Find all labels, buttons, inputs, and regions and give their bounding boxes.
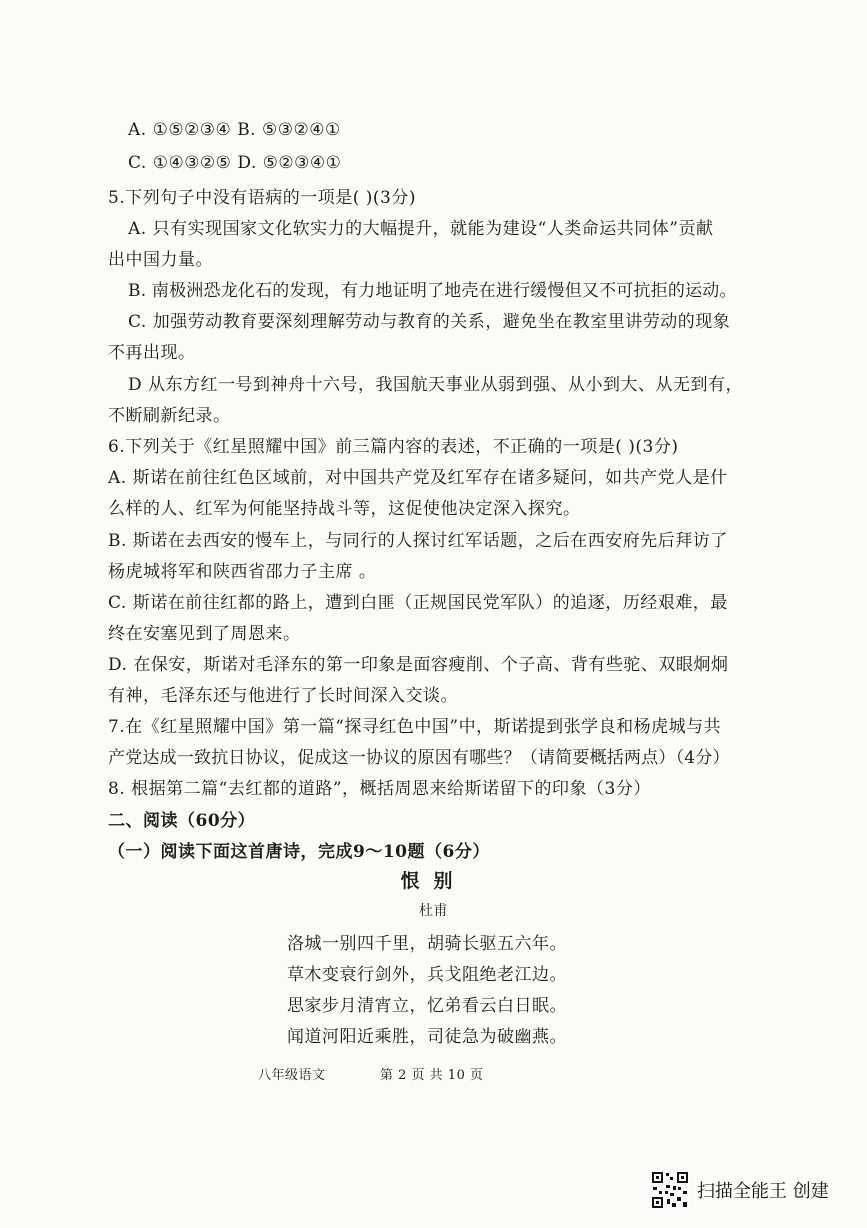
footer-subject: 八年级语文 xyxy=(258,1068,326,1083)
q6-option-c-line1: C. 斯诺在前往红都的路上，遭到白匪（正规国民党军队）的追逐，历经艰难，最 xyxy=(108,593,728,613)
scanner-watermark xyxy=(651,1171,829,1209)
q7-line1: 7.在《红星照耀中国》第一篇“探寻红色中国”中，斯诺提到张学良和杨虎城与共 xyxy=(108,717,722,737)
poem-line: 洛城一别四千里，胡骑长驱五六年。 xyxy=(287,934,567,954)
q6-option-a-line1: A. 斯诺在前往红色区域前，对中国共产党及红军存在诸多疑问，如共产党人是什 xyxy=(108,468,728,488)
q5-option-b: B. 南极洲恐龙化石的发现，有力地证明了地壳在进行缓慢但又不可抗拒的运动。 xyxy=(128,281,737,301)
section-heading: 二、阅读（60分） xyxy=(108,811,256,831)
q4-options-ab: A. ①⑤②③④ B. ⑤③②④① xyxy=(128,120,341,140)
q5-option-c-line2: 不再出现。 xyxy=(108,343,196,363)
poem-line: 思家步月清宵立，忆弟看云白日眠。 xyxy=(287,996,567,1016)
section-subheading: （一）阅读下面这首唐诗，完成9～10题（6分） xyxy=(108,842,490,862)
qr-code-icon xyxy=(651,1171,689,1209)
poem-line: 草木变衰行剑外，兵戈阻绝老江边。 xyxy=(287,965,567,985)
q5-option-a-line2: 出中国力量。 xyxy=(108,250,213,270)
q6-stem: 6.下列关于《红星照耀中国》前三篇内容的表述，不正确的一项是( )(3分) xyxy=(108,437,679,457)
q4-options-cd: C. ①④③②⑤ D. ⑤②③④① xyxy=(128,153,342,173)
q5-stem: 5.下列句子中没有语病的一项是( )(3分) xyxy=(108,188,416,208)
q5-option-d-line1: D 从东方红一号到神舟十六号，我国航天事业从弱到强、从小到大、从无到有， xyxy=(128,375,744,395)
q5-option-c-line1: C. 加强劳动教育要深刻理解劳动与教育的关系，避免坐在教室里讲劳动的现象 xyxy=(128,312,731,332)
q6-option-b-line1: B. 斯诺在去西安的慢车上，与同行的人探讨红军话题，之后在西安府先后拜访了 xyxy=(108,531,728,551)
q6-option-a-line2: 么样的人、红军为何能坚持战斗等，这促使他决定深入探究。 xyxy=(108,499,581,519)
q8: 8. 根据第二篇“去红都的道路”，概括周恩来给斯诺留下的印象（3分） xyxy=(108,779,651,799)
poem-title: 恨别 xyxy=(400,870,467,892)
q7-line2: 产党达成一致抗日协议，促成这一协议的原因有哪些？（请简要概括两点）（4分） xyxy=(108,748,730,768)
watermark-text: 扫描全能王 创建 xyxy=(697,1181,829,1202)
footer-page: 第 2 页 共 10 页 xyxy=(380,1068,484,1083)
q6-option-d-line1: D. 在保安，斯诺对毛泽东的第一印象是面容瘦削、个子高、背有些驼、双眼炯炯 xyxy=(108,655,729,675)
q5-option-a-line1: A. 只有实现国家文化软实力的大幅提升，就能为建设“人类命运共同体”贡献 xyxy=(128,219,714,239)
q6-option-d-line2: 有神，毛泽东还与他进行了长时间深入交谈。 xyxy=(108,686,458,706)
poem-line: 闻道河阳近乘胜，司徒急为破幽燕。 xyxy=(287,1027,567,1047)
q6-option-c-line2: 终在安塞见到了周恩来。 xyxy=(108,624,301,644)
q6-option-b-line2: 杨虎城将军和陕西省邵力子主席 。 xyxy=(108,562,377,582)
q5-option-d-line2: 不断刷新纪录。 xyxy=(108,406,231,426)
poem-author: 杜甫 xyxy=(419,903,448,919)
